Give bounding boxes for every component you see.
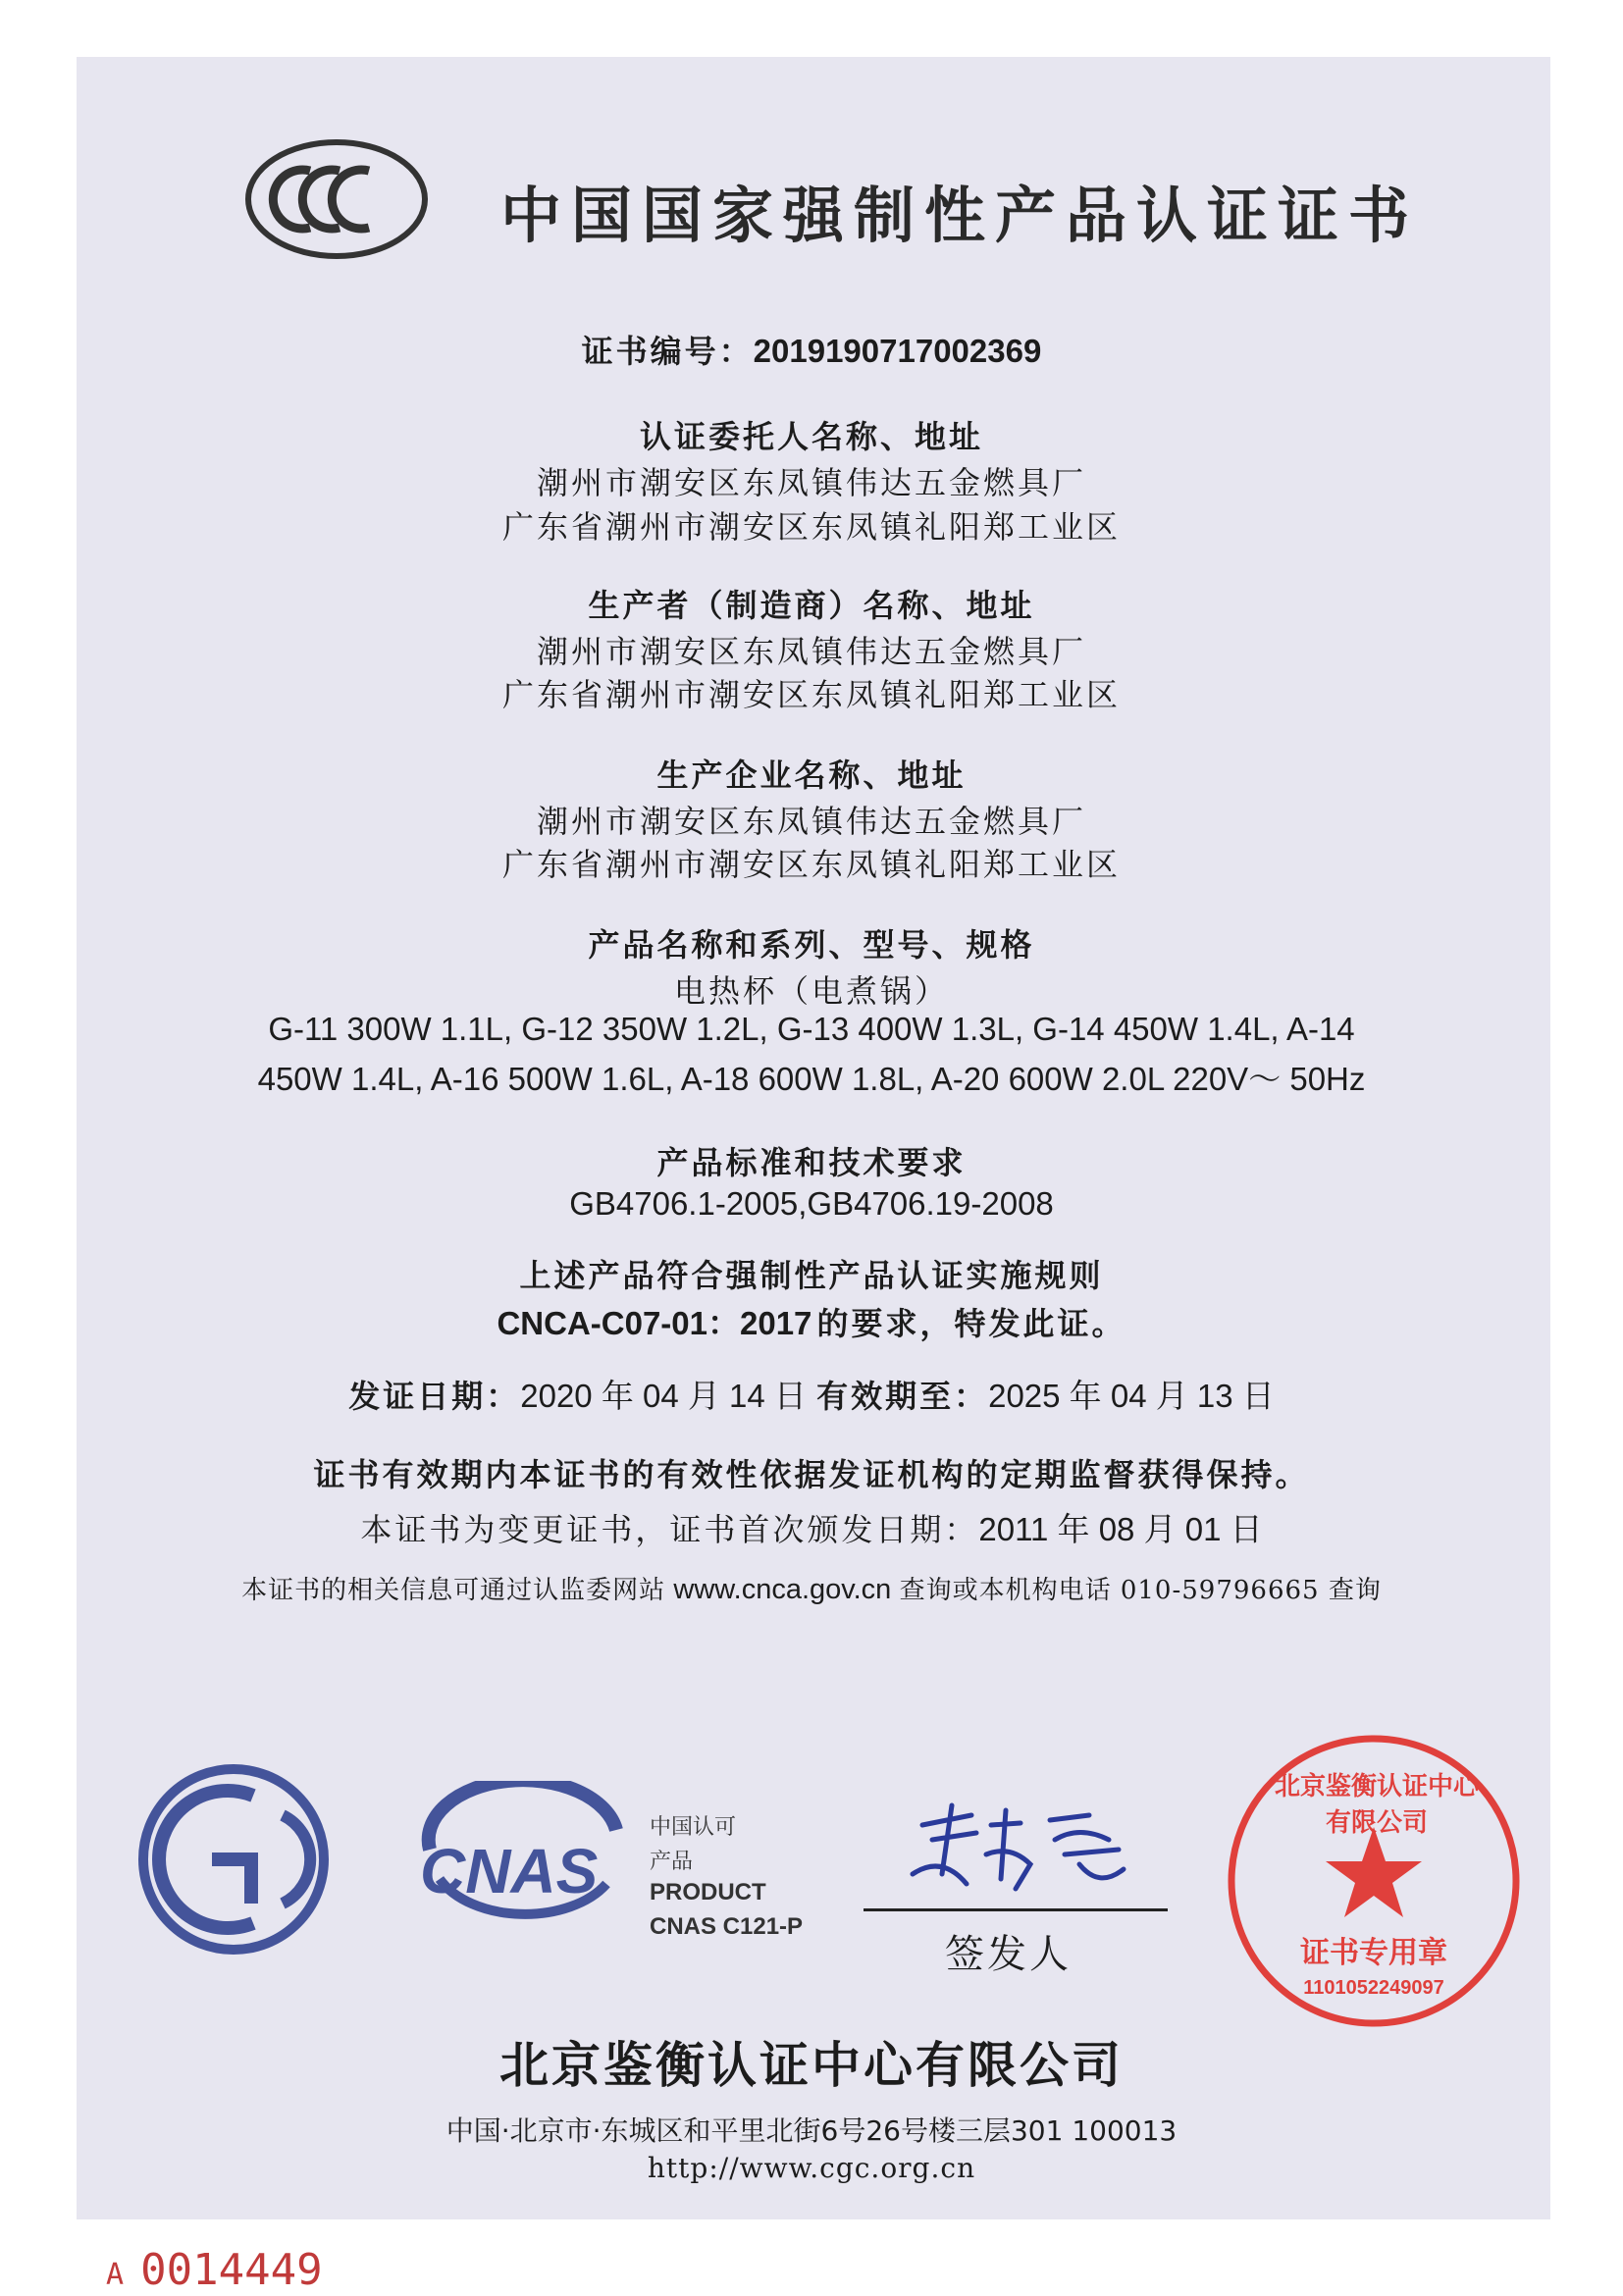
inquiry-prefix: 本证书的相关信息可通过认监委网站 — [241, 1576, 666, 1605]
compliance-suffix: 的要求，特发此证。 — [816, 1305, 1126, 1342]
cnas-line-3: PRODUCT — [650, 1879, 766, 1905]
expiry-date-label: 有效期至： — [816, 1378, 989, 1415]
factory-name: 潮州市潮安区东凤镇伟达五金燃具厂 — [536, 803, 1086, 840]
cnas-line-1: 中国认可 — [650, 1815, 737, 1840]
issue-date-value: 2020 年 04 月 14 日 — [520, 1378, 807, 1414]
applicant-heading: 认证委托人名称、地址 — [639, 418, 983, 455]
signature-label: 签发人 — [945, 1932, 1072, 1977]
factory-address: 广东省潮州市潮安区东凤镇礼阳郑工业区 — [501, 846, 1121, 883]
certificate-title: 中国国家强制性产品认证证书 — [500, 180, 1420, 251]
manufacturer-address: 广东省潮州市潮安区东凤镇礼阳郑工业区 — [501, 676, 1121, 713]
product-name: 电热杯（电煮锅） — [673, 972, 949, 1010]
factory-heading: 生产企业名称、地址 — [656, 757, 967, 794]
change-note — [0, 1504, 1623, 1550]
cert-number-label: 证书编号： — [581, 333, 754, 370]
footer-address: 中国·北京市·东城区和平里北街6号26号楼三层301 100013 — [445, 2114, 1178, 2147]
inquiry-note — [0, 1570, 1623, 1606]
expiry-date-value: 2025 年 04 月 13 日 — [988, 1378, 1275, 1414]
applicant-name: 潮州市潮安区东凤镇伟达五金燃具厂 — [536, 464, 1086, 501]
serial-value: 0014449 — [140, 2245, 323, 2295]
dates-row — [0, 1371, 1623, 1417]
inquiry-suffix: 查询或本机构电话 010-59796665 查询 — [899, 1576, 1382, 1605]
validity-note: 证书有效期内本证书的有效性依据发证机构的定期监督获得保持。 — [313, 1456, 1310, 1493]
product-models-line-1: G-11 300W 1.1L, G-12 350W 1.2L, G-13 400W 1.3L, G-14 450W 1.4L, A-14 — [268, 1011, 1355, 1047]
cert-number-row — [0, 327, 1623, 372]
standards-value: GB4706.1-2005,GB4706.19-2008 — [569, 1185, 1054, 1222]
issue-date-label: 发证日期： — [348, 1378, 521, 1415]
cnas-logo-text: CNAS — [420, 1836, 599, 1906]
cert-number-value: 2019190717002369 — [753, 333, 1042, 369]
cnas-line-2: 产品 — [650, 1850, 694, 1874]
inquiry-url: www.cnca.gov.cn — [673, 1574, 892, 1605]
standards-heading: 产品标准和技术要求 — [656, 1144, 967, 1181]
cnas-line-4: CNAS C121-P — [650, 1913, 804, 1940]
compliance-line-1: 上述产品符合强制性产品认证实施规则 — [519, 1257, 1104, 1294]
footer-website: http://www.cgc.org.cn — [647, 2152, 976, 2184]
seal-center-text: 证书专用章 — [1300, 1936, 1447, 1970]
signature-line — [864, 1908, 1168, 1911]
compliance-rule: CNCA-C07-01：2017 — [497, 1305, 812, 1341]
seal-ring-text: 北京鉴衡认证中心有限公司 — [1274, 1772, 1479, 1838]
manufacturer-name: 潮州市潮安区东凤镇伟达五金燃具厂 — [536, 633, 1086, 670]
footer-company: 北京鉴衡认证中心有限公司 — [499, 2037, 1124, 2094]
gc-logo — [135, 1756, 332, 1966]
change-note-text: 本证书为变更证书，证书首次颁发日期： — [360, 1511, 979, 1548]
manufacturer-heading: 生产者（制造商）名称、地址 — [588, 587, 1035, 624]
seal-number: 1101052249097 — [1303, 1977, 1444, 1999]
signature-image — [883, 1796, 1148, 1907]
change-note-date: 2011 年 08 月 01 日 — [978, 1511, 1263, 1547]
serial-prefix: A — [106, 2258, 125, 2292]
applicant-address: 广东省潮州市潮安区东凤镇礼阳郑工业区 — [501, 508, 1121, 546]
product-heading: 产品名称和系列、型号、规格 — [588, 926, 1035, 964]
ccc-logo — [243, 137, 430, 265]
compliance-line-2 — [0, 1298, 1623, 1344]
product-models-line-2: 450W 1.4L, A-16 500W 1.6L, A-18 600W 1.8L, A-20 600W 2.0L 220V～ 50Hz — [257, 1061, 1366, 1097]
serial-number — [106, 2245, 323, 2295]
